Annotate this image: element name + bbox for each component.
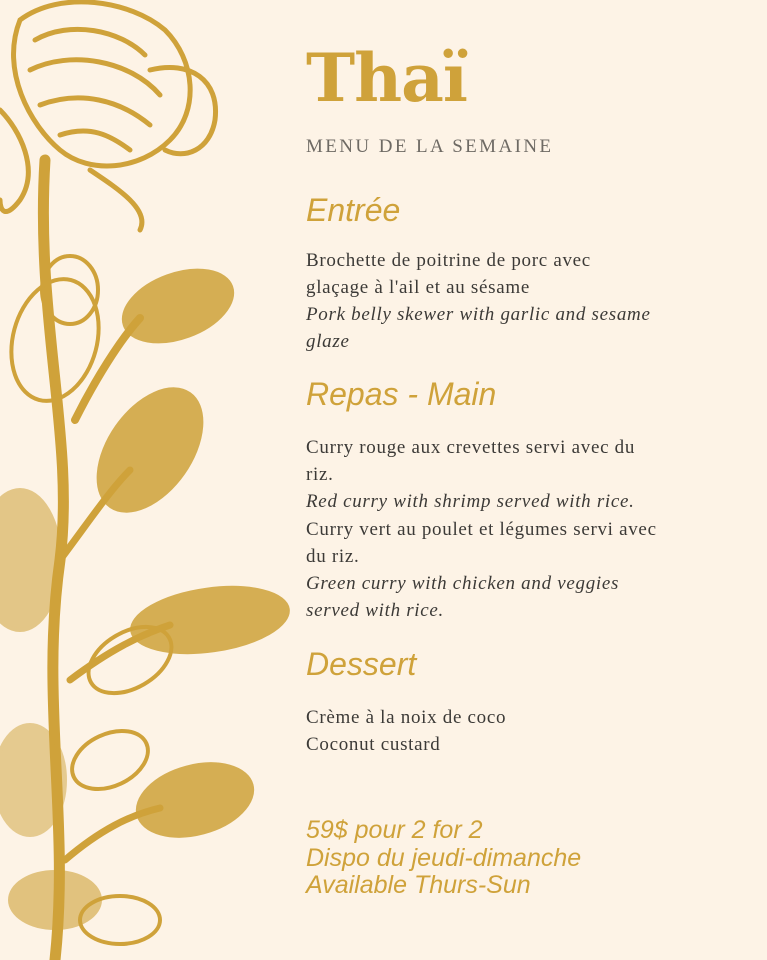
entree-line-en: Pork belly skewer with garlic and sesame xyxy=(306,304,651,325)
dessert-line: Crème à la noix de coco xyxy=(306,707,507,728)
price-line: 59$ pour 2 for 2 xyxy=(306,816,483,844)
availability-fr: Dispo du jeudi-dimanche xyxy=(306,844,582,872)
section-heading-dessert: Dessert xyxy=(306,646,417,682)
menu-subtitle: MENU DE LA SEMAINE xyxy=(306,136,554,157)
botanical-illustration xyxy=(0,0,300,960)
dessert-line: Coconut custard xyxy=(306,734,441,755)
entree-line-en: glaze xyxy=(306,331,350,352)
leaves xyxy=(0,256,294,944)
entree-line: Brochette de poitrine de porc avec xyxy=(306,250,591,271)
main-line-en: served with rice. xyxy=(306,600,445,621)
main-line-en: Red curry with shrimp served with rice. xyxy=(306,491,635,512)
main-line-en: Green curry with chicken and veggies xyxy=(306,573,620,594)
entree-line: glaçage à l'ail et au sésame xyxy=(306,277,530,298)
main-line: Curry rouge aux crevettes servi avec du xyxy=(306,437,636,458)
main-line: du riz. xyxy=(306,546,360,567)
main-line: riz. xyxy=(306,464,334,485)
menu-title: Thaï xyxy=(306,39,467,117)
section-heading-main: Repas - Main xyxy=(306,376,497,412)
section-heading-entree: Entrée xyxy=(306,192,401,228)
availability-en: Available Thurs-Sun xyxy=(306,871,531,899)
main-line: Curry vert au poulet et légumes servi avec xyxy=(306,519,657,540)
flower-head xyxy=(0,2,216,230)
